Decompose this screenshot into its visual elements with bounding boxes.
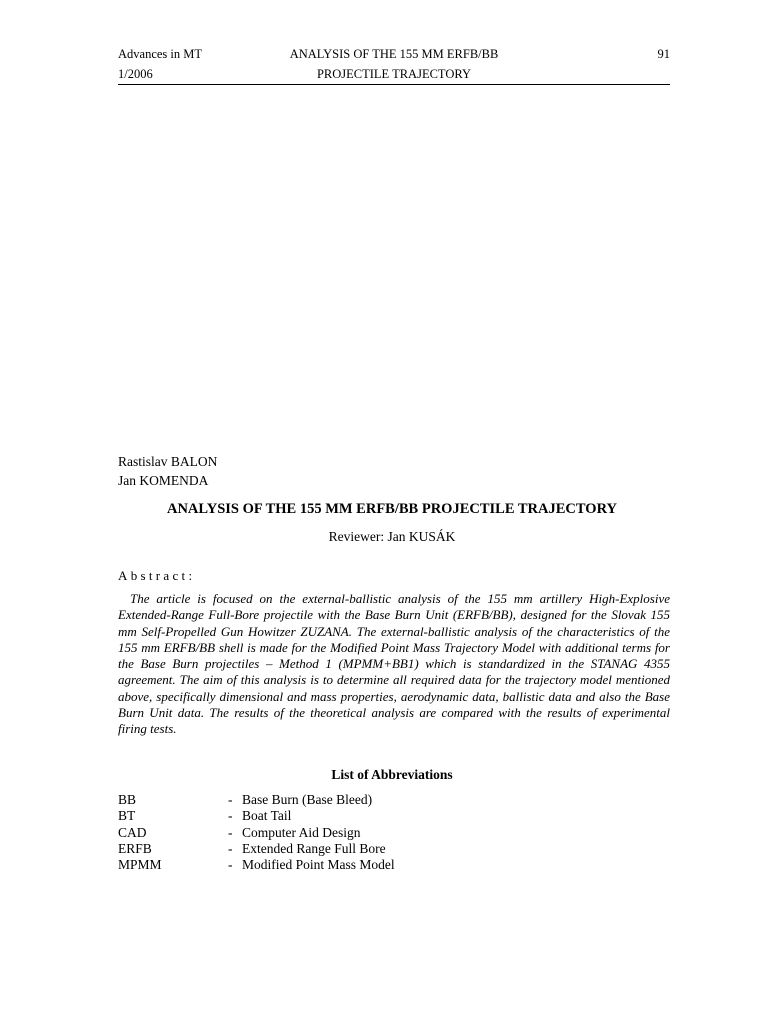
abbreviation-code: BB <box>118 792 137 807</box>
abbreviation-dash: - <box>228 808 233 824</box>
abbreviation-code: MPMM <box>118 857 162 873</box>
abstract-text: The article is focused on the external-ballistic analysis of the 155 mm artillery High-Explosive Extended-Range Full-Bore projectile with the Base Burn Unit (ERFB/BB), designed for the Slovak 155 mm Self-Propelled Gun Howitzer ZUZANA. The external-ballistic analysis of the characteristics of the 155 mm ERFB/BB shell is made for the Modified Point Mass Trajectory Model with additional terms for the Base Burn projectiles – Method 1 (MPMM+BB1) which is standardized in the STANAG 4355 agreement. The aim of this analysis is to determine all required data for the trajectory model mentioned above, specifically dimensional and mass properties, aerodynamic data, ballistic data and also the Base Burn Unit data. The results of the theoretical analysis are compared with the results of experimental firing tests. <box>118 591 670 737</box>
running-header <box>118 44 670 85</box>
abbreviation-definition: Base Burn (Base Bleed) <box>242 792 373 807</box>
running-title-line-2: PROJECTILE TRAJECTORY <box>316 67 472 81</box>
abbreviation-row <box>118 792 618 808</box>
abbreviation-dash: - <box>228 857 233 873</box>
page-number: 91 <box>657 47 670 61</box>
abbreviation-row <box>118 841 618 857</box>
abbreviation-dash: - <box>228 824 233 840</box>
reviewer-line: Reviewer: Jan KUSÁK <box>328 529 456 544</box>
author-name: Jan KOMENDA <box>118 473 209 488</box>
header-row-2 <box>118 64 670 84</box>
header-rule <box>118 84 670 85</box>
abbreviation-dash: - <box>228 840 233 856</box>
journal-issue: 1/2006 <box>118 67 153 81</box>
abbreviation-code: BT <box>118 808 136 824</box>
abbreviations-heading: List of Abbreviations <box>331 767 453 782</box>
abbreviation-definition: Boat Tail <box>242 808 292 824</box>
abbreviation-definition: Extended Range Full Bore <box>242 840 386 856</box>
abbreviation-code: CAD <box>118 824 147 840</box>
author-name: Rastislav BALON <box>118 454 218 469</box>
author-list <box>118 452 217 490</box>
running-title-line-1: ANALYSIS OF THE 155 MM ERFB/BB <box>289 47 499 61</box>
article-title: ANALYSIS OF THE 155 MM ERFB/BB PROJECTILE TRAJECTORY <box>166 501 618 517</box>
abbreviation-code: ERFB <box>118 840 152 856</box>
abbreviation-row <box>118 857 618 873</box>
abbreviation-definition: Computer Aid Design <box>242 824 361 840</box>
abstract-heading: Abstract: <box>118 568 196 583</box>
journal-name: Advances in MT <box>118 47 203 61</box>
abbreviation-row <box>118 808 618 824</box>
abbreviations-list <box>118 792 618 873</box>
abbreviation-dash: - <box>228 792 233 807</box>
abbreviation-row <box>118 825 618 841</box>
header-row-1 <box>118 44 670 64</box>
abbreviation-definition: Modified Point Mass Model <box>242 857 395 873</box>
